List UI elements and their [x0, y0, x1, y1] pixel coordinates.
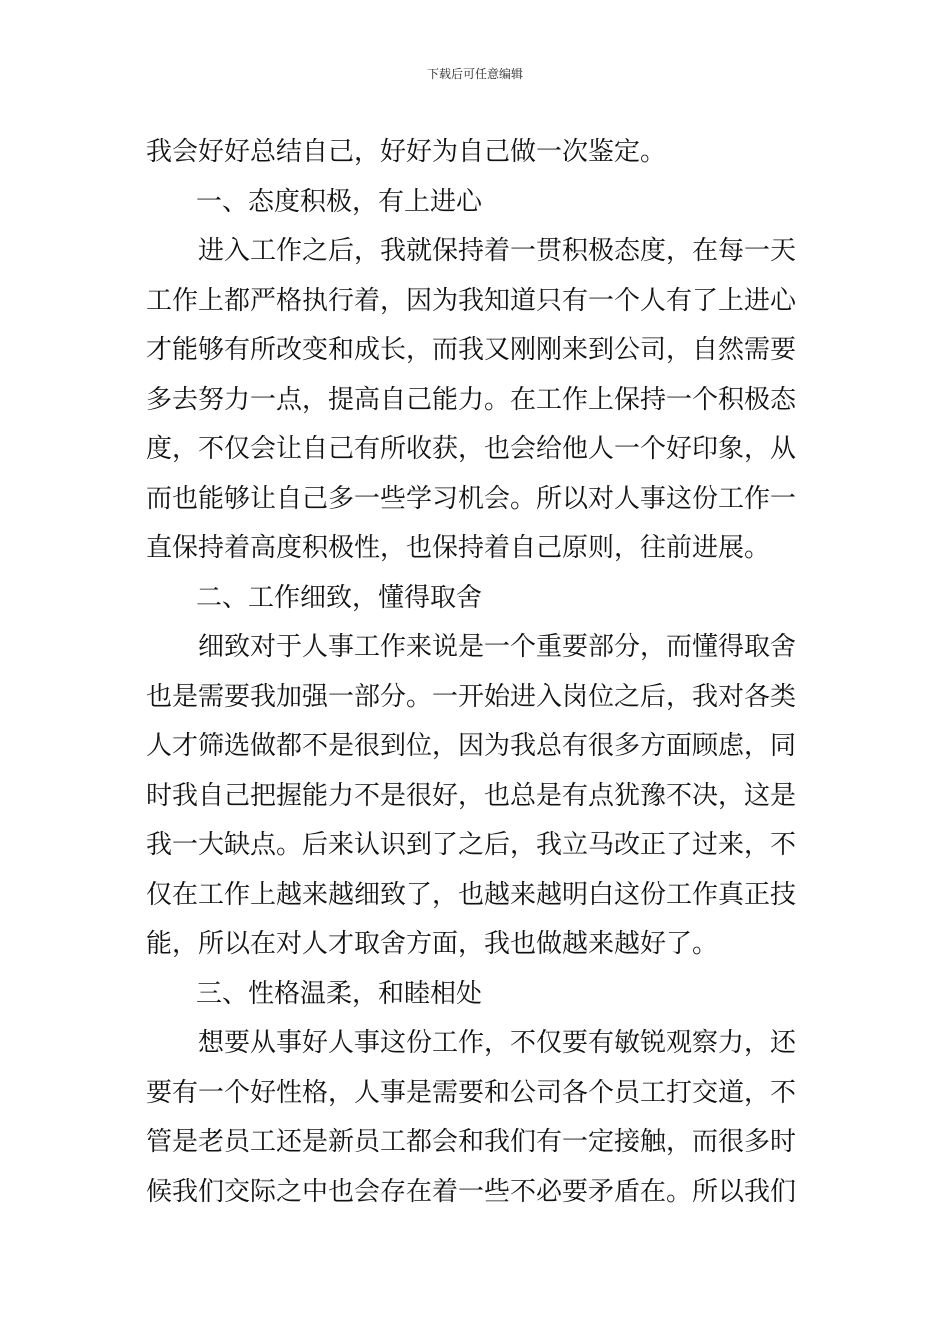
section-heading: 三、性格温柔，和睦相处 [196, 978, 483, 1009]
text-line: 想要从事好人事这份工作，不仅要有敏锐观察力，还 [198, 1028, 797, 1058]
page-header: 下载后可任意编辑 [426, 67, 523, 81]
text-line: 多去努力一点，提高自己能力。在工作上保持一个积极态 [146, 384, 797, 415]
text-line: 候我们交际之中也会存在着一些不必要矛盾在。所以我们 [146, 1176, 797, 1207]
text-line: 时我自己把握能力不是很好，也总是有点犹豫不决，这是 [146, 780, 797, 811]
text-line: 我一大缺点。后来认识到了之后，我立马改正了过来，不 [146, 830, 797, 860]
text-line: 能，所以在对人才取舍方面，我也做越来越好了。 [146, 929, 719, 959]
section-heading: 二、工作细致，懂得取舍 [196, 582, 483, 613]
text-line: 我会好好总结自己，好好为自己做一次鉴定。 [146, 137, 667, 167]
text-line: 才能够有所改变和成长，而我又刚刚来到公司，自然需要 [146, 335, 797, 365]
text-line: 要有一个好性格，人事是需要和公司各个员工打交道，不 [146, 1077, 797, 1108]
text-line: 度，不仅会让自己有所收获，也会给他人一个好印象，从 [146, 434, 797, 464]
text-line: 而也能够让自己多一些学习机会。所以对人事这份工作一 [146, 483, 797, 514]
text-line: 人才筛选做都不是很到位，因为我总有很多方面顾虑，同 [146, 731, 797, 761]
text-line: 进入工作之后，我就保持着一贯积极态度，在每一天 [198, 236, 797, 266]
text-line: 也是需要我加强一部分。一开始进入岗位之后，我对各类 [146, 681, 797, 712]
text-line: 细致对于人事工作来说是一个重要部分，而懂得取舍 [198, 632, 797, 662]
document-body [146, 128, 808, 1217]
text-line: 仅在工作上越来越细致了，也越来越明白这份工作真正技 [146, 879, 797, 910]
text-line: 管是老员工还是新员工都会和我们有一定接触，而很多时 [146, 1127, 797, 1157]
text-line: 工作上都严格执行着，因为我知道只有一个人有了上进心 [146, 285, 797, 316]
section-heading: 一、态度积极，有上进心 [196, 186, 483, 217]
text-line: 直保持着高度积极性，也保持着自己原则，往前进展。 [146, 533, 771, 563]
